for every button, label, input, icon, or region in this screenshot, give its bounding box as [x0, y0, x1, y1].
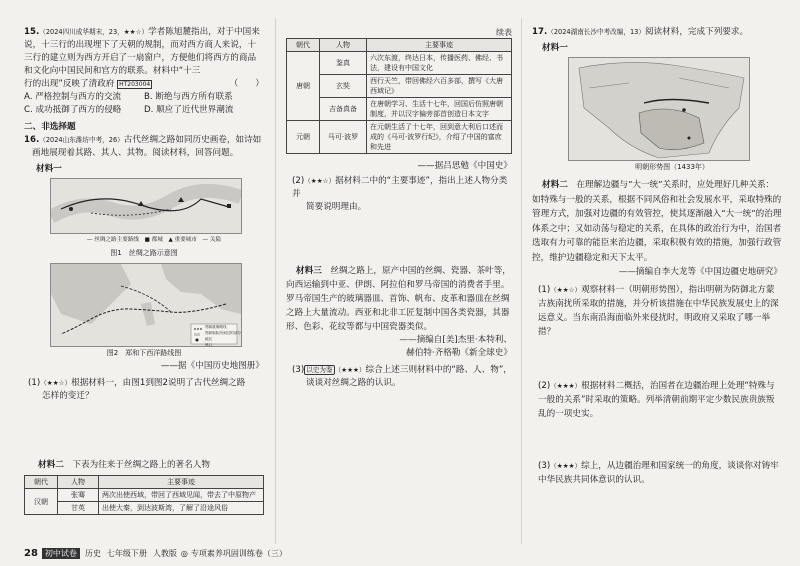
- section-heading: 二、非选择题: [24, 122, 76, 132]
- figures-table-continued: [286, 38, 512, 154]
- subquestion-number: (1): [28, 378, 41, 388]
- ming-dynasty-map-image: [569, 58, 749, 160]
- question-text: 说，十三行的出现埋下了天朝的规制，而对西方商人来说，十: [24, 40, 257, 50]
- question-source: （2024四川成华期末，23，★★☆）: [39, 28, 149, 36]
- subquestion-number: (1): [538, 284, 551, 295]
- brand-badge: 初中试卷: [42, 548, 80, 559]
- question-code: HT203004: [119, 81, 151, 88]
- subquestion-number: (2): [538, 380, 551, 391]
- table-header: 人物: [320, 39, 367, 52]
- question-number: 15.: [24, 27, 40, 37]
- figure-caption: 图2 郑和下西洋路线图: [106, 349, 182, 357]
- question-text: 学者陈旭麓指出，对于中国来: [148, 27, 260, 37]
- difficulty-stars: （★★★）: [550, 381, 582, 390]
- subquestion-text: 谈谈对丝绸之路的认识。: [306, 378, 401, 388]
- subquestion-text: 综上，从边疆治理和国家统一的角度，谈谈你对铸牢中华民族共同体意识的认识。: [538, 460, 779, 485]
- subquestion-text: 观察材料一（明朝形势图），指出明朝为防御北方蒙古族南扰所采取的措施，并分析该措施在中华民族发展史上的深远意义。当东南沿海面临外来侵扰时，明政府又采取了哪一举措？: [538, 284, 779, 337]
- option-c: C. 成功抵御了西方的侵略: [24, 105, 122, 115]
- table-cell: 马可·波罗: [320, 121, 367, 154]
- material-title: 材料一: [542, 43, 568, 53]
- material-text: 下表为往来于丝绸之路上的著名人物: [72, 460, 210, 470]
- table-row: [25, 489, 264, 502]
- table-header: 人物: [58, 476, 99, 489]
- subquestion-number: (3): [538, 460, 551, 471]
- figure-caption: 明朝形势图（1433年）: [635, 163, 709, 171]
- question-source: （2024山东潍坊中考，26）: [39, 136, 124, 144]
- answer-space: [532, 339, 782, 379]
- difficulty-stars: （★★☆）: [304, 177, 336, 185]
- zheng-he-route-map: [50, 263, 242, 347]
- material-source: ——摘编自李大龙等《中国边疆史地研究》: [618, 266, 782, 277]
- footer-edition: 人教版: [152, 549, 177, 558]
- answer-space: [24, 403, 264, 459]
- ming-dynasty-map: [568, 57, 750, 161]
- subquestion-text: 怎样的变迁？: [42, 391, 94, 401]
- answer-blank: （ ）: [229, 79, 264, 89]
- question-number: 16.: [24, 135, 40, 145]
- column-divider: [275, 18, 276, 544]
- option-b: B. 断绝与西方所有联系: [144, 92, 233, 102]
- difficulty-stars: （★★★）: [334, 366, 366, 374]
- silk-road-map-image: [51, 179, 241, 233]
- column-divider: [521, 18, 522, 544]
- tag-badge: 以史为鉴: [306, 366, 333, 374]
- question-text: 古代丝绸之路如同历史画卷，如诗如: [123, 135, 262, 145]
- figure-caption: 图1 丝绸之路示意图: [110, 249, 178, 257]
- table-row: [287, 121, 512, 154]
- material-source: ——据吕思勉《中国史》: [417, 161, 512, 171]
- question-text: 画地展现着其路、其人、其物。阅读材料，回答问题。: [32, 148, 239, 158]
- question-source: （2024湖南长沙中考改编，13）: [547, 28, 645, 36]
- continued-label: 续表: [496, 28, 512, 37]
- legend-item: 郑和航海路线: [205, 325, 227, 329]
- answer-space: [286, 214, 512, 264]
- subquestion-text: 综合上述三则材料中的“路、人、物”，: [365, 365, 512, 375]
- middle-column: [286, 0, 512, 566]
- table-row: [287, 75, 512, 98]
- dot-icon: ◎: [180, 549, 188, 558]
- table-cell: 汉朝: [25, 489, 58, 515]
- silk-road-map: [50, 178, 242, 234]
- options-row: [24, 91, 264, 104]
- footer-subject: 历史: [84, 549, 101, 558]
- subquestion-text: 根据材料一，由图1到图2说明了古代丝绸之路: [71, 378, 246, 388]
- question-15: [24, 26, 264, 117]
- table-cell: 六次东渡，终达日本，传播医药、佛经、书法，建设有中国文化: [367, 52, 512, 75]
- question-text: 行的出现”反映了清政府: [24, 79, 115, 89]
- table-cell: 玄奘: [320, 75, 367, 98]
- subquestion-text: 据材料二中的“主要事迹”，指出上述人物分类并: [292, 176, 508, 199]
- material-source: 赫伯特·齐格勒《新全球史》: [406, 348, 512, 358]
- material-source: ——摘编自[美]杰里·本特利、: [399, 335, 512, 345]
- material-title: 材料三: [296, 266, 322, 276]
- subquestion-text: 根据材料二概括，治国者在边疆治理上处理“特殊与一般的关系”时采取的策略。列举清朝前期平定少数民族贵族叛乱的一项史实。: [538, 380, 775, 419]
- question-text: 阅读材料，完成下列要求。: [644, 27, 749, 37]
- table-header: 主要事迹: [99, 476, 264, 489]
- figures-table: [24, 475, 264, 515]
- material-source: ——据《中国历史地图册》: [160, 361, 264, 371]
- table-cell: 在元朝生活了十七年，回到意大利后口述而成的《马可·波罗行纪》，介绍了中国的富庶和先进: [367, 121, 512, 154]
- table-cell: 甘英: [58, 502, 99, 515]
- table-cell: 鉴真: [320, 52, 367, 75]
- table-cell: 元朝: [287, 121, 320, 154]
- map-legend: [205, 324, 241, 347]
- table-cell: 两次出使西域，带回了西域见闻，带去了中原物产: [99, 489, 264, 502]
- table-cell: 唐朝: [287, 52, 320, 121]
- answer-space: [532, 421, 782, 459]
- legend-item: 港口: [205, 343, 213, 347]
- table-cell: 出使大秦，到达波斯湾，了解了沿途风俗: [99, 502, 264, 515]
- material-text: 在理解边疆与“大一统”关系时，应处理好几种关系：如特殊与一般的关系，根据不同风俗和社会发展水平，采取特殊的管理方式，加强对边疆的有效管控，使其逐渐融入“大一统”的治理体系之中；又如动荡与稳定的关系，在具体的政治行为中，治国者选取有力可靠的能臣来治边疆，采取积极有效的措施，加强行政管控，维护边疆稳定和天下太平。: [532, 180, 782, 263]
- table-row: [287, 98, 512, 121]
- table-cell: 张骞: [58, 489, 99, 502]
- option-d: D. 顺应了近代世界潮流: [144, 105, 234, 115]
- legend-item: 郑和船队所到过的部分地区: [205, 331, 241, 341]
- material-title: 材料一: [36, 164, 62, 174]
- page-number: 28: [24, 548, 38, 559]
- option-a: A. 严格控制与西方的交流: [24, 92, 122, 102]
- table-cell: 吉备真备: [320, 98, 367, 121]
- table-header: 主要事迹: [367, 39, 512, 52]
- question-number: 17.: [532, 27, 548, 37]
- right-column: [532, 0, 782, 566]
- left-column: [24, 0, 264, 566]
- page-footer: [24, 548, 287, 559]
- difficulty-stars: （★★☆）: [40, 379, 72, 387]
- difficulty-stars: （★★☆）: [550, 285, 582, 294]
- figure-legend: — 丝绸之路主要路线 ■ 都城 ▲ 重要城市 — 关隘: [86, 237, 222, 243]
- material-text: 丝绸之路上，原产中国的丝绸、瓷器、茶叶等，向西运输到中亚、伊朗、阿拉伯和罗马帝国的消费者手里。罗马帝国生产的玻璃器皿、首饰、帆布、皮革和器皿在丝绸之路上大量流动。西亚和北非工匠复制中国各类瓷器，其器形、色彩、花纹等都与中国瓷器类似。: [286, 266, 511, 332]
- subquestion-number: (3): [292, 365, 305, 375]
- options-row: [24, 104, 264, 117]
- table-header: 朝代: [287, 39, 320, 52]
- subquestion-text: 简要说明理由。: [306, 202, 367, 212]
- table-row: [25, 502, 264, 515]
- question-text: 和文化向中国民间和官方的联系。材料中“十三: [24, 66, 201, 76]
- question-text: 三行的建立则为西方开启了一扇窗户，方便他们将西方的商品: [24, 53, 257, 63]
- material-title: 材料二: [38, 460, 64, 470]
- table-cell: 西行天竺，带回佛经六百多部，撰写《大唐西域记》: [367, 75, 512, 98]
- question-16: [24, 134, 264, 515]
- material-title: 材料二: [542, 180, 568, 190]
- subquestion-number: (2): [292, 176, 305, 186]
- footer-grade: 七年级下册: [106, 549, 147, 558]
- table-cell: 在唐朝学习、生活十七年，回国后仿照唐朝制度，并以汉字偏旁部首创造日本文字: [367, 98, 512, 121]
- table-row: [287, 52, 512, 75]
- table-header: 朝代: [25, 476, 58, 489]
- difficulty-stars: （★★★）: [550, 461, 582, 470]
- footer-title: 专项素养巩固训练卷（三）: [190, 549, 287, 558]
